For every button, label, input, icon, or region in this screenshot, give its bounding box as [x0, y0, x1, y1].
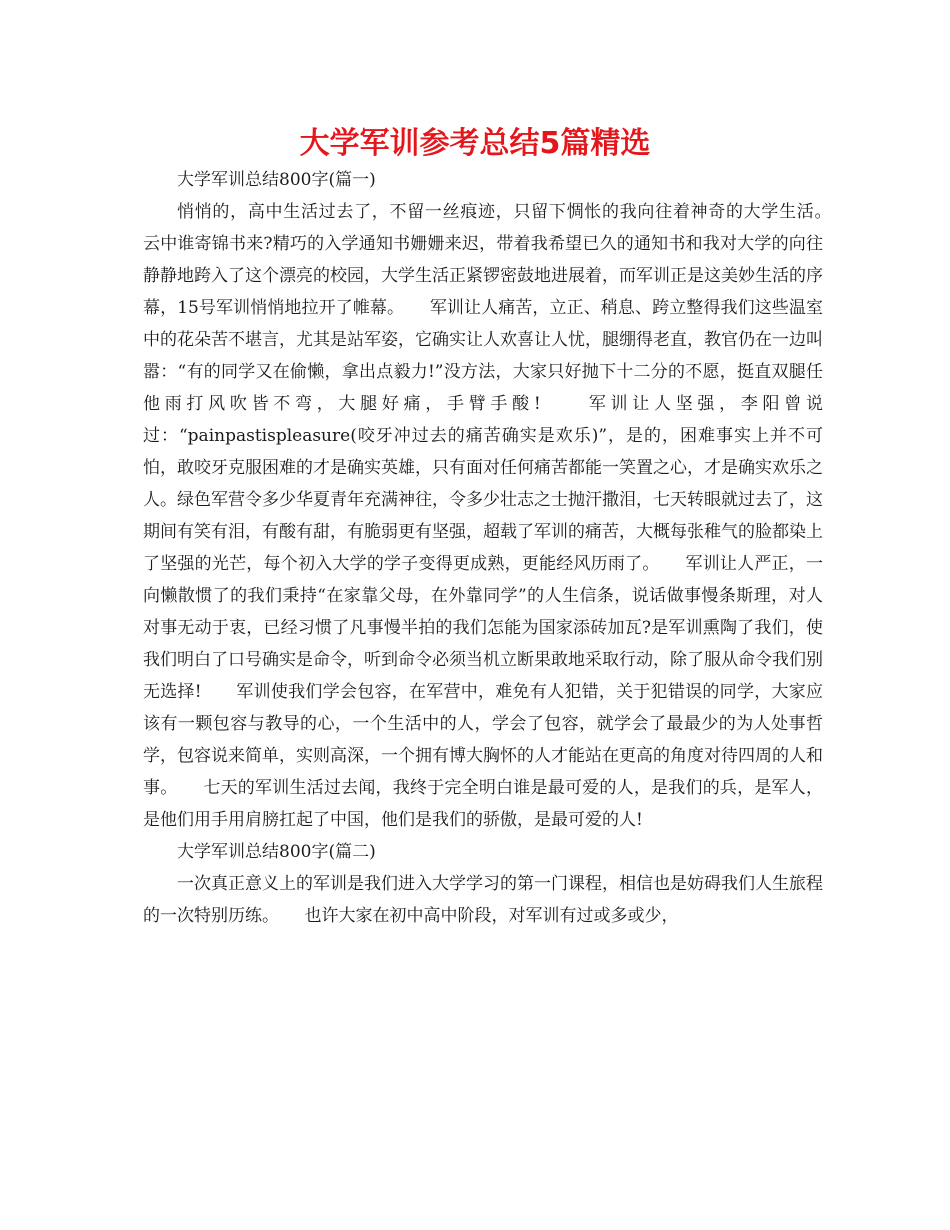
section-heading-1: 大学军训总结800字(篇一) [177, 170, 376, 190]
section-paragraph-1: 悄悄的，高中生活过去了，不留一丝痕迹，只留下惆怅的我向往着神奇的大学生活。 云中谁寄锦书来?精巧的入学通知书姗姗来迟，带着我希望已久的通知书和我对大学的向往静静地跨入了这个漂亮的校园，大学生活正紧锣密鼓地进展着，而军训正是这美妙生活的序幕，15号军训悄悄地拉开了帷幕。 军训让人痛苦，立正、稍息、跨立整得我们这些温室中的花朵苦不堪言，尤其是站军姿，它确实让人欢喜让人忧，腿绷得老直，教官仍在一边叫嚣：“有的同学又在偷懒，拿出点毅力!”没方法，大家只好抛下十二分的不愿，挺直双腿任他雨打风吹皆不弯，大腿好痛，手臂手酸! 军训让人坚强，李阳曾说过：“painpastispleasure(咬牙冲过去的痛苦确实是欢乐)”，是的，困难事实上并不可怕，敢咬牙克服困难的才是确实英雄，只有面对任何痛苦都能一笑置之心，才是确实欢乐之人。绿色军营令多少华夏青年充满神往，令多少壮志之士抛汗撒泪，七天转眼就过去了，这期间有笑有泪，有酸有甜，有脆弱更有坚强，超载了军训的痛苦，大概每张稚气的脸都染上了坚强的光芒，每个初入大学的学子变得更成熟，更能经风历雨了。 军训让人严正，一向懒散惯了的我们秉持“在家靠父母，在外靠同学”的人生信条，说话做事慢条斯理，对人对事无动于衷，已经习惯了凡事慢半拍的我们怎能为国家添砖加瓦?是军训熏陶了我们，使我们明白了口号确实是命令，听到命令必须当机立断果敢地采取行动，除了服从命令我们别无选择! 军训使我们学会包容，在军营中，难免有人犯错，关于犯错误的同学，大家应该有一颗包容与教导的心，一个生活中的人，学会了包容，就学会了最最少的为人处事哲学，包容说来简单，实则高深，一个拥有博大胸怀的人才能站在更高的角度对待四周的人和事。 七天的军训生活过去闻，我终于完全明白谁是最可爱的人，是我们的兵，是军人，是他们用手用肩膀扛起了中国，他们是我们的骄傲，是最可爱的人! [143, 202, 857, 830]
document-title: 大学军训参考总结5篇精选 [299, 126, 651, 161]
document-body [143, 164, 857, 932]
section-heading-2: 大学军训总结800字(篇二) [177, 842, 376, 862]
section-paragraph-2: 一次真正意义上的军训是我们进入大学学习的第一门课程，相信也是妨碍我们人生旅程的一次特别历练。 也许大家在初中高中阶段，对军训有过或多或少， [143, 874, 823, 926]
